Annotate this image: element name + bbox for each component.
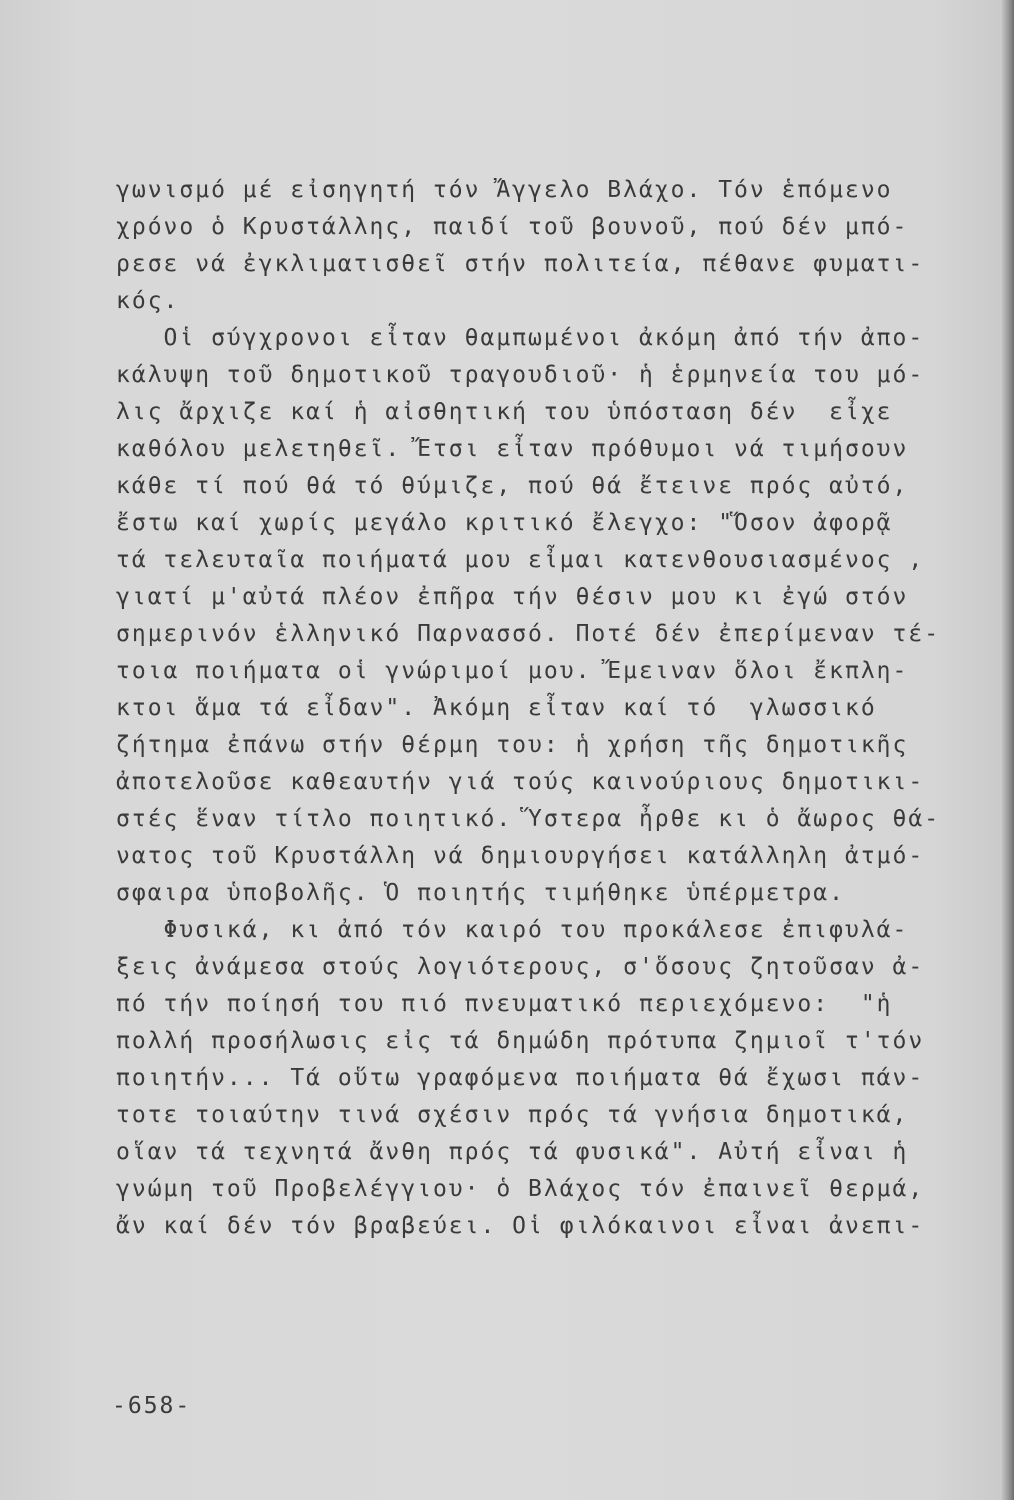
text-line: ποιητήν... Τά οὕτω γραφόμενα ποιήματα θά ἔχωσι πάν-: [116, 1065, 925, 1091]
text-line: γιατί μ'αὐτά πλέον ἐπῆρα τήν θέσιν μου κι ἐγώ στόν: [116, 584, 909, 610]
text-line: γνώμη τοῦ Προβελέγγιου· ὁ Βλάχος τόν ἐπαινεῖ θερμά,: [116, 1176, 925, 1202]
text-line: πό τήν ποίησή του πιό πνευματικό περιεχόμενο: "ἡ: [116, 991, 893, 1017]
text-line: ζήτημα ἐπάνω στήν θέρμη του: ἡ χρήση τῆς δημοτικῆς: [116, 732, 909, 758]
page-edge-shadow: [1000, 0, 1014, 1500]
text-line: ἄν καί δέν τόν βραβεύει. Οἱ φιλόκαινοι εἶναι ἀνεπι-: [116, 1213, 925, 1239]
text-line: νατος τοῦ Κρυστάλλη νά δημιουργήσει κατάλληλη ἀτμό-: [116, 843, 925, 869]
body-text: [116, 172, 976, 1245]
text-line: τοια ποιήματα οἱ γνώριμοί μου. Ἔμειναν ὅλοι ἔκπλη-: [116, 658, 909, 684]
text-line: λις ἄρχιζε καί ἡ αἰσθητική του ὑπόσταση δέν εἶχε: [116, 399, 893, 425]
text-line: καθόλου μελετηθεῖ. Ἔτσι εἶταν πρόθυμοι νά τιμήσουν: [116, 436, 909, 462]
text-line: στές ἕναν τίτλο ποιητικό. Ὕστερα ἦρθε κι ὁ ἄωρος θά-: [116, 806, 941, 832]
text-line: κάλυψη τοῦ δημοτικοῦ τραγουδιοῦ· ἡ ἑρμηνεία του μό-: [116, 362, 925, 388]
text-line: τοτε τοιαύτην τινά σχέσιν πρός τά γνήσια δημοτικά,: [116, 1102, 909, 1128]
text-line: κάθε τί πού θά τό θύμιζε, πού θά ἔτεινε πρός αὐτό,: [116, 473, 909, 499]
text-line: γωνισμό μέ εἰσηγητή τόν Ἄγγελο Βλάχο. Τόν ἑπόμενο: [116, 177, 893, 203]
text-line: ἀποτελοῦσε καθεαυτήν γιά τούς καινούριους δημοτικι-: [116, 769, 925, 795]
text-line: πολλή προσήλωσις εἰς τά δημώδη πρότυπα ζημιοῖ τ'τόν: [116, 1028, 925, 1054]
text-line: κτοι ἅμα τά εἶδαν". Ἀκόμη εἶταν καί τό γλωσσικό: [116, 695, 877, 721]
text-line: κός.: [116, 288, 180, 314]
text-line: οἵαν τά τεχνητά ἄνθη πρός τά φυσικά". Αὐτή εἶναι ἡ: [116, 1139, 909, 1165]
text-line: σημερινόν ἑλληνικό Παρνασσό. Ποτέ δέν ἐπερίμεναν τέ-: [116, 621, 941, 647]
text-line: ρεσε νά ἐγκλιματισθεῖ στήν πολιτεία, πέθανε φυματι-: [116, 251, 925, 277]
text-line: Οἱ σύγχρονοι εἶταν θαμπωμένοι ἀκόμη ἀπό τήν ἀπο-: [116, 325, 925, 351]
text-line: Φυσικά, κι ἀπό τόν καιρό του προκάλεσε ἐπιφυλά-: [116, 917, 909, 943]
text-line: σφαιρα ὑποβολῆς. Ὁ ποιητής τιμήθηκε ὑπέρμετρα.: [116, 880, 845, 906]
text-line: ξεις ἀνάμεσα στούς λογιότερους, σ'ὅσους ζητοῦσαν ἀ-: [116, 954, 925, 980]
page-number: -658-: [112, 1393, 192, 1419]
text-line: τά τελευταῖα ποιήματά μου εἶμαι κατενθουσιασμένος ,: [116, 547, 925, 573]
text-line: χρόνο ὁ Κρυστάλλης, παιδί τοῦ βουνοῦ, πού δέν μπό-: [116, 214, 909, 240]
text-line: ἔστω καί χωρίς μεγάλο κριτικό ἔλεγχο: "Ὅσον ἀφορᾷ: [116, 510, 893, 536]
